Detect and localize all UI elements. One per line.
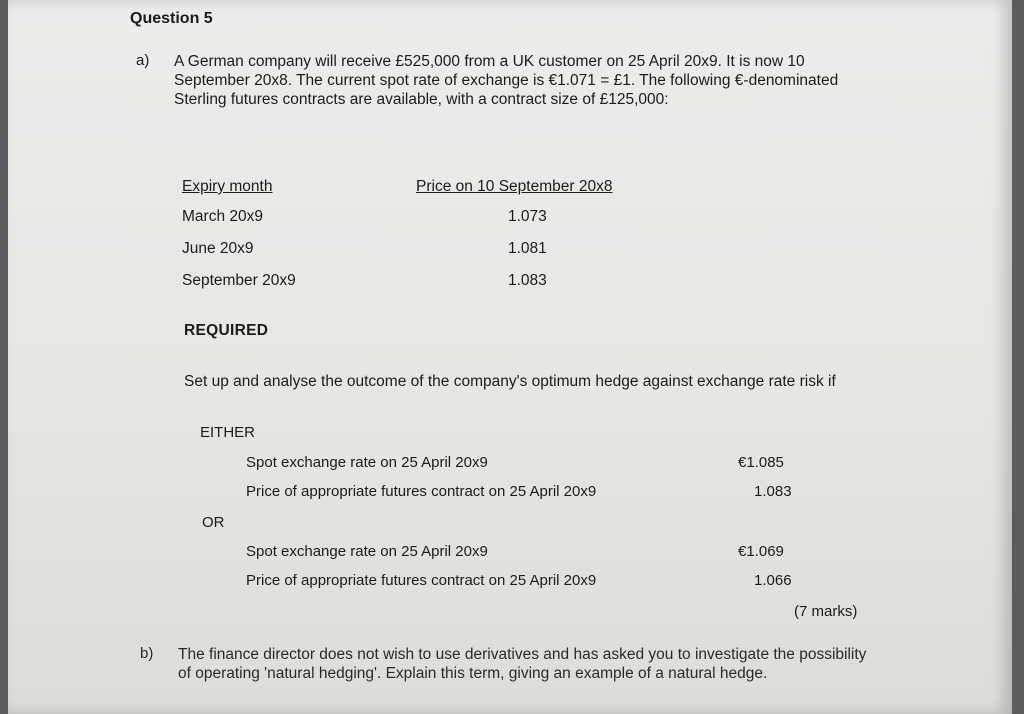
scenario-row-label: Price of appropriate futures contract on 25 April 20x9 — [246, 572, 597, 589]
part-a-text: A German company will receive £525,000 from a UK customer on 25 April 20x9. It is now 10 September 20x8. The current spot rate of exchange is €1.071 = £1. The following €-denominated Sterling futures contracts are available, with a contract size of £125,000: — [174, 53, 839, 108]
table-header-expiry: Expiry month — [182, 178, 273, 195]
scenario-row-label: Spot exchange rate on 25 April 20x9 — [246, 543, 488, 560]
scenario-row-label: Price of appropriate futures contract on 25 April 20x9 — [246, 483, 597, 500]
scenario-row-value: €1.069 — [738, 543, 784, 560]
document-page — [8, 0, 1012, 714]
table-cell-price: 1.081 — [508, 240, 547, 257]
question-title: Question 5 — [130, 10, 213, 27]
scenario-row-value: 1.083 — [754, 483, 792, 500]
part-a-label: a) — [136, 52, 150, 69]
part-b-text: The finance director does not wish to use derivatives and has asked you to investigate the possibility of operating 'natural hedging'. Explain this term, giving an example of a natural hedge. — [178, 646, 867, 682]
required-text: Set up and analyse the outcome of the company's optimum hedge against exchange rate risk if — [184, 373, 836, 390]
scenario-row-value: 1.066 — [754, 572, 792, 589]
part-b-label: b) — [140, 645, 154, 662]
table-header-price: Price on 10 September 20x8 — [416, 178, 613, 195]
table-cell-month: September 20x9 — [182, 272, 296, 289]
scenario-row-value: €1.085 — [738, 454, 784, 471]
required-label: REQUIRED — [184, 322, 269, 339]
marks-label: (7 marks) — [794, 603, 858, 620]
table-cell-price: 1.083 — [508, 272, 547, 289]
or-label: OR — [202, 514, 225, 531]
either-label: EITHER — [200, 424, 256, 441]
scenario-row-label: Spot exchange rate on 25 April 20x9 — [246, 454, 488, 471]
table-cell-month: March 20x9 — [182, 208, 263, 225]
table-cell-price: 1.073 — [508, 208, 547, 225]
table-cell-month: June 20x9 — [182, 240, 254, 257]
